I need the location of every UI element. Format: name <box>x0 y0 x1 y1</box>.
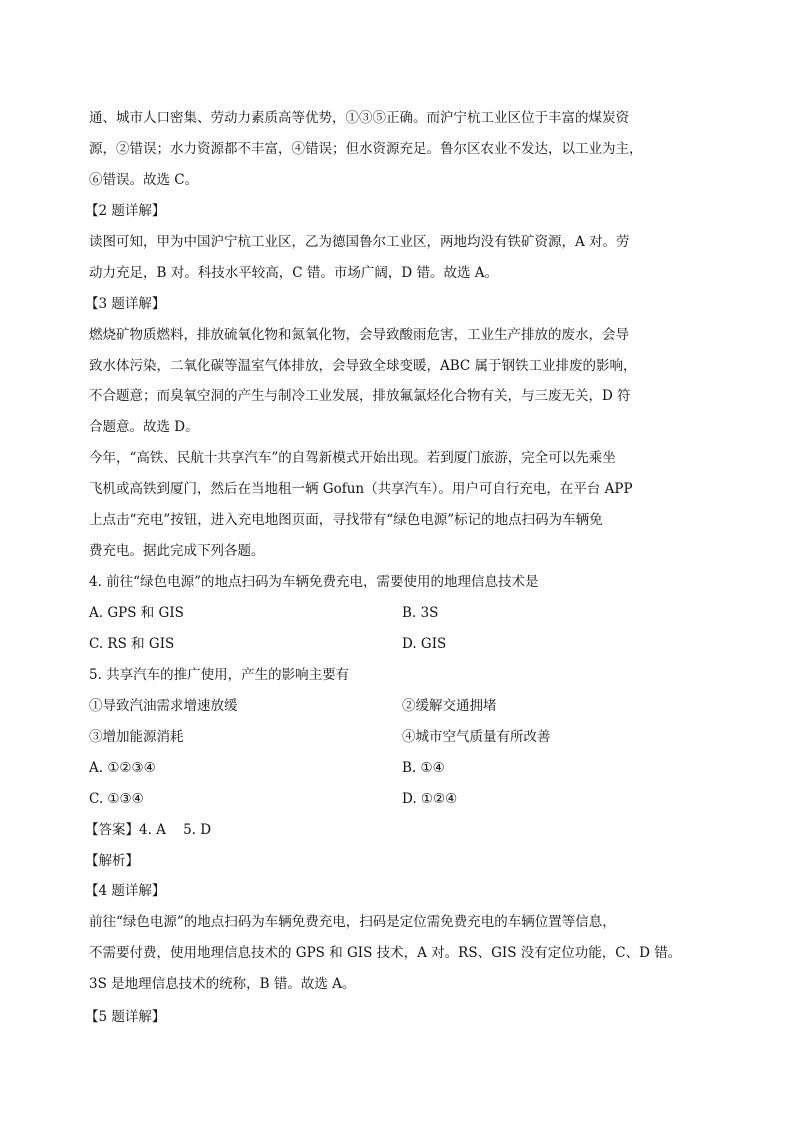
question-4-options-row <box>89 629 709 660</box>
statement: ②缓解交通拥堵 <box>402 697 497 714</box>
text-line: 3S 是地理信息技术的统称，B 错。故选 A。 <box>89 976 356 993</box>
question-5-options-row <box>89 753 709 784</box>
option-a: A. GPS 和 GIS <box>89 605 184 621</box>
text-line: 致水体污染，二氧化碳等温室气体排放，会导致全球变暖，ABC 属于钢铁工业排废的影响， <box>89 357 637 374</box>
text-line: 不需要付费，使用地理信息技术的 GPS 和 GIS 技术，A 对。RS、GIS 没有定位功能，C、D 错。 <box>89 945 682 962</box>
text-line: 动力充足，B 对。科技水平较高，C 错。市场广阔，D 错。故选 A。 <box>89 264 498 281</box>
passage-line: 上点击“充电”按钮，进入充电地图页面，寻找带有“绿色电源”标记的地点扫码为车辆免 <box>89 512 603 529</box>
question-4-options-row <box>89 598 709 629</box>
q2-heading: 【2 题详解】 <box>85 202 166 219</box>
statement: ③增加能源消耗 <box>89 728 184 745</box>
option-a: A. ①②③④ <box>89 759 156 776</box>
statements-row <box>89 691 709 722</box>
option-b: B. ①④ <box>402 759 445 776</box>
q4-heading: 【4 题详解】 <box>85 883 166 900</box>
question-5-options-row <box>89 784 709 815</box>
option-b: B. 3S <box>402 605 439 621</box>
answer-line: 【答案】4. A 5. D <box>85 821 212 838</box>
text-line: 不合题意；而臭氧空洞的产生与制冷工业发展，排放氟氯烃化合物有关，与三废无关，D 符 <box>89 388 631 405</box>
analysis-heading: 【解析】 <box>85 852 139 869</box>
option-d: D. GIS <box>402 635 447 652</box>
passage-line: 费充电。据此完成下列各题。 <box>89 543 265 560</box>
text-line: 源，②错误；水力资源都不丰富，④错误；但水资源充足。鲁尔区农业不发达，以工业为主， <box>89 140 643 157</box>
statement: ①导致汽油需求增速放缓 <box>89 697 238 714</box>
text-line: 前往“绿色电源”的地点扫码为车辆免费充电，扫码是定位需免费充电的车辆位置等信息， <box>89 914 616 931</box>
q3-heading: 【3 题详解】 <box>85 295 166 312</box>
text-line: 燃烧矿物质燃料，排放硫氧化物和氮氧化物，会导致酸雨危害，工业生产排放的废水，会导 <box>89 326 629 343</box>
option-c: C. ①③④ <box>89 790 144 807</box>
text-line: 读图可知，甲为中国沪宁杭工业区，乙为德国鲁尔工业区，两地均没有铁矿资源，A 对。劳 <box>89 233 630 250</box>
option-c: C. RS 和 GIS <box>89 635 175 652</box>
text-line: ⑥错误。故选 C。 <box>89 171 199 188</box>
q5-heading: 【5 题详解】 <box>85 1009 166 1026</box>
option-d: D. ①②④ <box>402 790 458 807</box>
statement: ④城市空气质量有所改善 <box>402 728 551 745</box>
passage-line: 飞机或高铁到厦门，然后在当地租一辆 Gofun（共享汽车）。用户可自行充电，在平台 APP <box>89 481 633 498</box>
document-page <box>85 103 709 1033</box>
question-5-stem: 5. 共享汽车的推广使用，产生的影响主要有 <box>89 666 350 683</box>
text-line: 合题意。故选 D。 <box>89 419 199 436</box>
question-4-stem: 4. 前往“绿色电源”的地点扫码为车辆免费充电，需要使用的地理信息技术是 <box>89 574 539 591</box>
passage-line: 今年，“高铁、民航十共享汽车”的自驾新模式开始出现。若到厦门旅游，完全可以先乘坐 <box>89 450 616 467</box>
text-line: 通、城市人口密集、劳动力素质高等优势，①③⑤正确。而沪宁杭工业区位于丰富的煤炭资 <box>89 110 629 126</box>
statements-row <box>89 722 709 753</box>
